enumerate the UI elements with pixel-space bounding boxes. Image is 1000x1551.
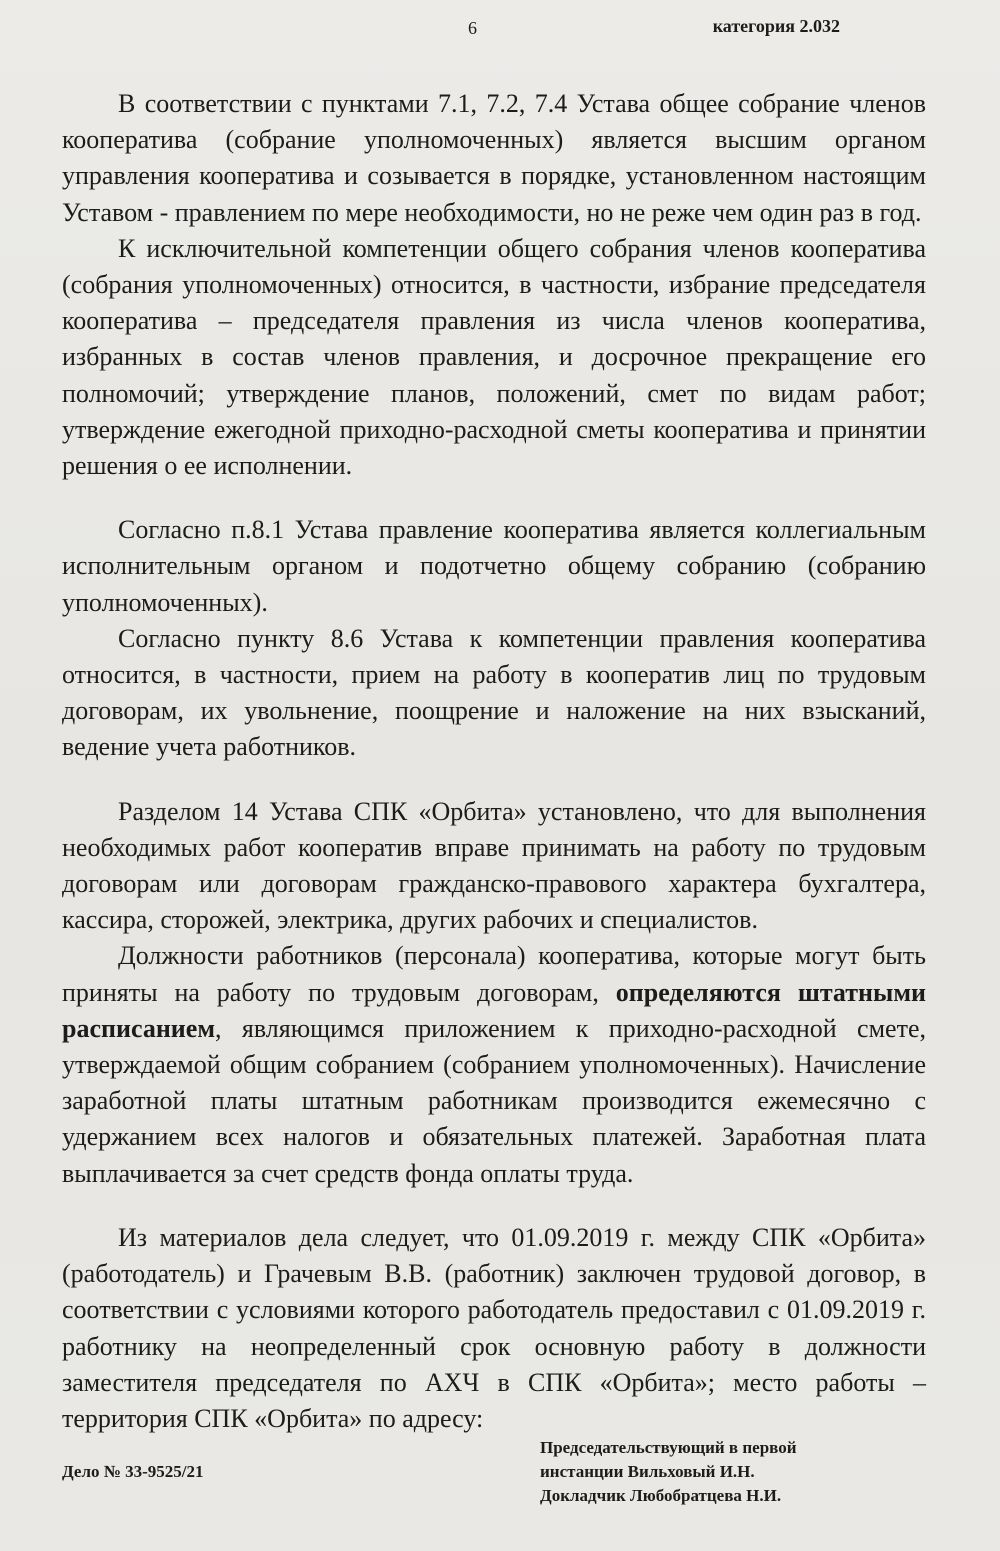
reporter-judge: Докладчик Любобратцева Н.И.: [540, 1486, 782, 1505]
category-label: категория 2.032: [712, 16, 840, 36]
paragraph-general-meeting: В соответствии с пунктами 7.1, 7.2, 7.4 Устава общее собрание членов кооператива (собрание уполномоченных) является высшим органом управления кооператива и созывается в порядке, установленном настоящим Уставом - правлением по мере необходимости, но не реже чем один раз в год.: [62, 89, 926, 227]
staff-positions-text-start: Должности работников (персонала) кооператива, которые могут быть приняты на работу по трудовым договорам,: [62, 941, 926, 1007]
staff-positions-bold: определяются штатными расписанием: [62, 977, 927, 1043]
paragraph-staff-positions: [62, 938, 926, 1191]
paragraph-case-materials: Из материалов дела следует, что 01.09.2019 г. между СПК «Орбита» (работодатель) и Грачевым В.В. (работник) заключен трудовой договор, в соответствии с условиями которого работодатель предоставил с 01.09.2019 г. работнику на неопределенный срок основную работу в должности заместителя председателя по АХЧ в СПК «Орбита»; место работы – территория СПК «Орбита» по адресу:: [62, 1222, 926, 1433]
judges-block: [540, 1436, 797, 1508]
document-body: [62, 86, 926, 1437]
staff-positions-text-end: , являющимся приложением к приходно-расходной смете, утверждаемой общим собранием (собранием уполномоченных). Начисление заработной платы штатным работникам производится ежемесячно с удержанием всех налогов и обязательных платежей. Заработная плата выплачивается за счет средств фонда оплаты труда.: [62, 1013, 926, 1188]
paragraph-section-14: Разделом 14 Устава СПК «Орбита» установлено, что для выполнения необходимых работ кооператив вправе принимать на работу по трудовым договорам или договорам гражданско-правового характера бухгалтера, кассира, сторожей, электрика, других рабочих и специалистов.: [62, 796, 926, 935]
presiding-judge-line-1: Председательствующий в первой: [540, 1438, 797, 1457]
page-number: 6: [468, 18, 477, 38]
presiding-judge-line-2: инстанции Вильховый И.Н.: [540, 1462, 755, 1481]
case-number: Дело № 33-9525/21: [62, 1462, 204, 1481]
paragraph-board-competence: Согласно пункту 8.6 Устава к компетенции правления кооператива относится, в частности, прием на работу в кооператив лиц по трудовым договорам, их увольнение, поощрение и наложение на них взысканий, ведение учета работников.: [62, 623, 926, 762]
paragraph-board-collegial: Согласно п.8.1 Устава правление кооператива является коллегиальным исполнительным органом и подотчетно общему собранию (собранию уполномоченных).: [62, 515, 926, 617]
paragraph-exclusive-competence: К исключительной компетенции общего собрания членов кооператива (собрания уполномоченных) относится, в частности, избрание председателя кооператива – председателя правления из числа членов кооператива, избранных в состав членов правления, и досрочное прекращение его полномочий; утверждение планов, положений, смет по видам работ; утверждение ежегодной приходно-расходной сметы кооператива и принятии решения о ее исполнении.: [62, 233, 926, 481]
